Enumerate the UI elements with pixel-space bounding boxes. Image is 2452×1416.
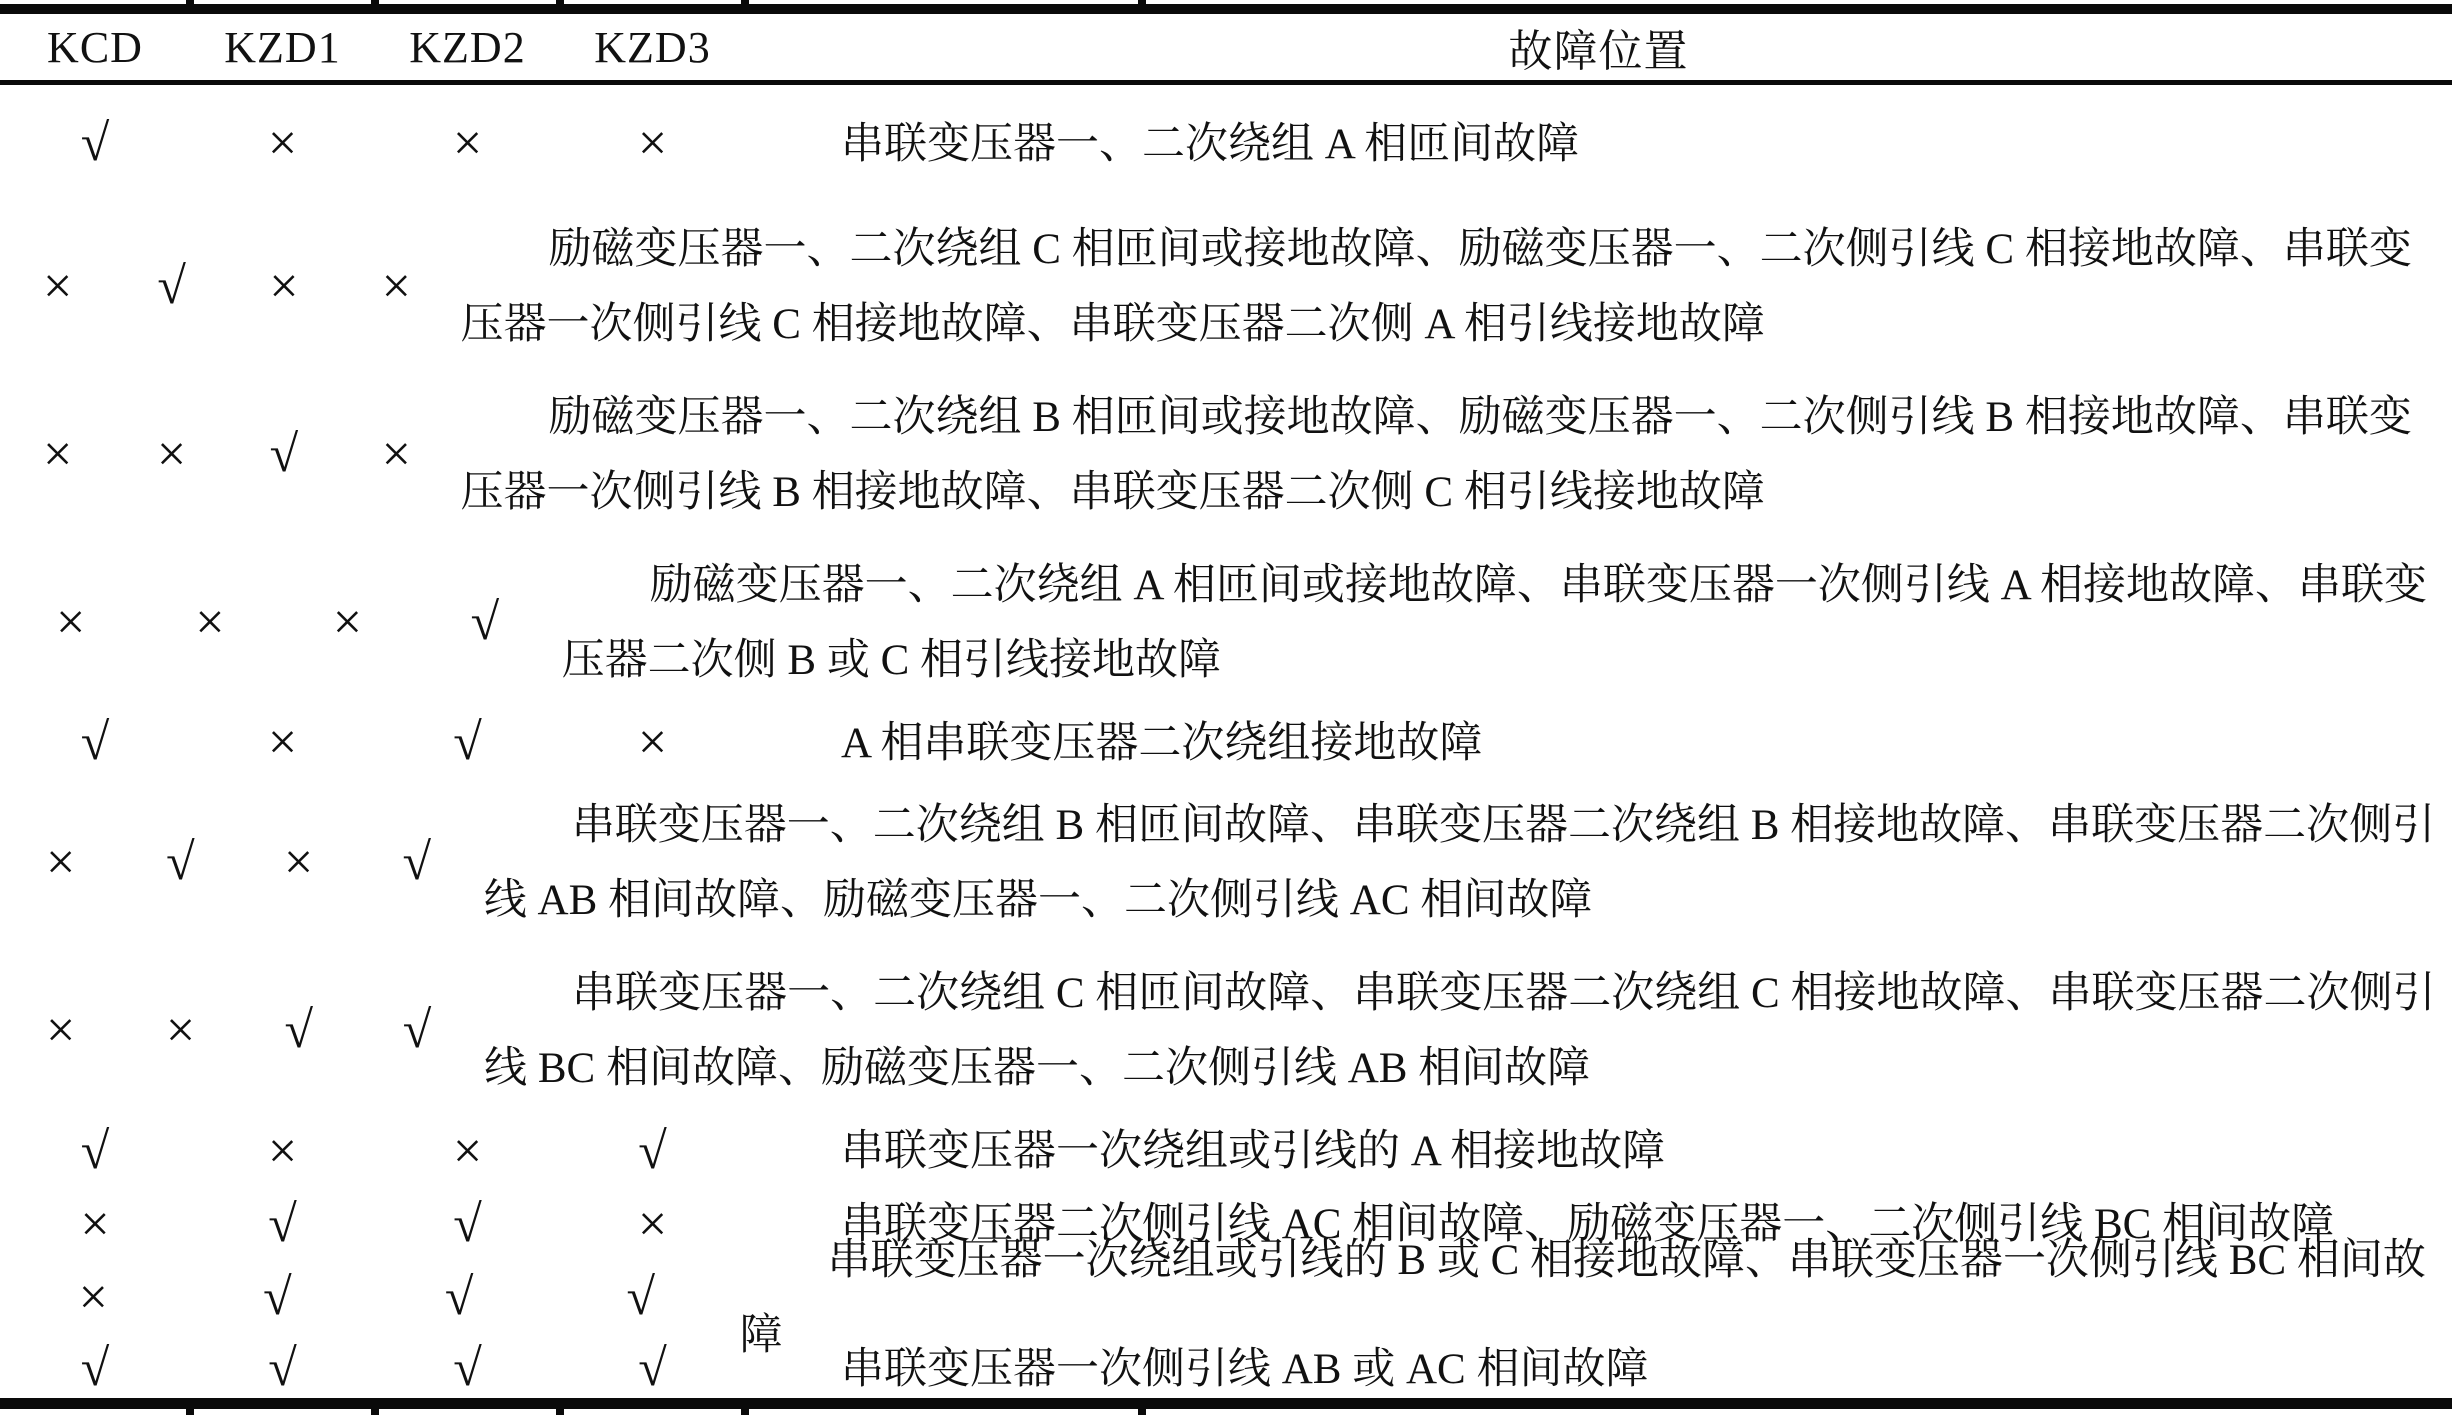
kzd2-mark: √ (453, 1340, 482, 1397)
kzd2-mark: × (283, 834, 314, 891)
column-tick (186, 1409, 194, 1415)
table-row (0, 947, 2452, 1115)
fault-indication-table (0, 14, 2452, 1404)
col-header-kcd: KCD (47, 22, 143, 72)
kzd3-mark: √ (638, 1122, 667, 1180)
kzd1-mark: √ (157, 258, 186, 315)
kzd2-mark: √ (453, 714, 482, 771)
fault-location-text: A 相串联变压器二次绕组接地故障 (841, 719, 1483, 767)
kzd2-mark: √ (269, 426, 299, 483)
fault-location-cell (452, 371, 2452, 539)
kzd1-mark: × (267, 714, 298, 771)
fault-location-cell (745, 85, 2452, 203)
kzd1-mark: √ (263, 1268, 292, 1326)
kcd-mark: √ (80, 714, 110, 771)
fault-location-cell (452, 203, 2452, 371)
fault-location-cell (745, 1334, 2452, 1404)
kcd-mark: × (43, 426, 73, 483)
fault-location-cell (476, 947, 2452, 1115)
fault-location-text: 串联变压器一、二次绕组 A 相匝间故障 (841, 120, 1580, 168)
kzd2-mark: × (332, 594, 363, 651)
kcd-mark: × (43, 258, 73, 315)
table-top-border (0, 4, 2452, 14)
kcd-mark: × (55, 594, 86, 651)
col-header-kzd1: KZD1 (224, 22, 341, 72)
fault-location-text: 串联变压器一次绕组或引线的 A 相接地故障 (841, 1128, 1666, 1175)
kzd1-mark: √ (166, 834, 195, 891)
kcd-mark: × (80, 1195, 110, 1253)
kzd2-mark: √ (453, 1195, 482, 1253)
kzd1-mark: × (267, 115, 298, 172)
fault-location-text: 串联变压器二次侧引线 AC 相间故障、励磁变压器一、二次侧引线 BC 相间故障 (841, 1201, 2335, 1248)
col-header-fault-location: 故障位置 (1508, 27, 1689, 76)
table-header-row (0, 14, 2452, 80)
fault-location-text: 串联变压器一、二次绕组 B 相匝间故障、串联变压器二次绕组 B 相接地故障、串联变压器二次侧引线 AB 相间故障、励磁变压器一、二次侧引线 AC 相间故障 (483, 802, 2436, 924)
kcd-mark: √ (80, 1340, 110, 1397)
fault-location-cell (554, 539, 2452, 707)
kcd-mark: × (46, 834, 76, 891)
kzd1-mark: √ (268, 1195, 297, 1253)
kcd-mark: × (46, 1002, 76, 1059)
kzd3-mark: × (381, 426, 411, 483)
fault-location-cell (476, 779, 2452, 947)
kzd3-mark: √ (626, 1268, 656, 1326)
table-body (0, 85, 2452, 1404)
column-tick (556, 1409, 564, 1415)
fault-location-cell (732, 1236, 2452, 1359)
column-tick (741, 1409, 749, 1415)
kcd-mark: √ (80, 1122, 110, 1180)
kzd1-mark: √ (268, 1340, 297, 1397)
fault-location-cell (745, 1115, 2452, 1188)
kzd3-mark: × (381, 258, 411, 315)
kzd2-mark: √ (444, 1268, 474, 1326)
table-row (0, 203, 2452, 371)
kzd2-mark: × (452, 1122, 483, 1180)
fault-location-cell (745, 707, 2452, 779)
table-row (0, 1334, 2452, 1404)
kzd1-mark: × (156, 426, 187, 483)
kcd-mark: √ (80, 115, 110, 172)
fault-location-text: 串联变压器一次侧引线 AB 或 AC 相间故障 (841, 1345, 1649, 1393)
kzd1-mark: × (267, 1122, 298, 1180)
table-row (0, 85, 2452, 203)
kzd2-mark: × (269, 258, 299, 315)
kzd2-mark: √ (284, 1002, 314, 1059)
table-row (0, 1236, 2452, 1359)
col-header-kzd2: KZD2 (409, 22, 526, 72)
column-tick (371, 1409, 379, 1415)
kzd2-mark: × (452, 115, 483, 172)
table-row (0, 1115, 2452, 1188)
kzd3-mark: × (637, 115, 668, 172)
kzd3-mark: √ (638, 1340, 667, 1397)
kzd1-mark: × (195, 594, 225, 651)
table-row (0, 779, 2452, 947)
kzd3-mark: √ (402, 1002, 432, 1059)
column-tick (1138, 1409, 1146, 1415)
table-row (0, 707, 2452, 779)
fault-location-text: 励磁变压器一、二次绕组 C 相匝间或接地故障、励磁变压器一、二次侧引线 C 相接地故障、串联变压器一次侧引线 C 相接地故障、串联变压器二次侧 A 相引线接地故障 (460, 226, 2412, 348)
kzd1-mark: × (165, 1002, 196, 1059)
table-row (0, 371, 2452, 539)
fault-location-text: 串联变压器一次绕组或引线的 B 或 C 相接地故障、串联变压器一次侧引线 BC 相间故障 (739, 1236, 2426, 1359)
fault-location-text: 串联变压器一、二次绕组 C 相匝间故障、串联变压器二次绕组 C 相接地故障、串联变压器二次侧引线 BC 相间故障、励磁变压器一、二次侧引线 AB 相间故障 (484, 970, 2436, 1092)
kcd-mark: × (78, 1268, 108, 1326)
kzd3-mark: × (637, 714, 668, 771)
table-bottom-border (0, 1398, 2452, 1409)
fault-location-text: 励磁变压器一、二次绕组 B 相匝间或接地故障、励磁变压器一、二次侧引线 B 相接地故障、串联变压器一次侧引线 B 相接地故障、串联变压器二次侧 C 相引线接地故障 (460, 394, 2412, 516)
table-row (0, 539, 2452, 707)
kzd3-mark: √ (470, 594, 500, 651)
kzd3-mark: √ (402, 834, 431, 891)
kzd3-mark: × (637, 1195, 668, 1253)
fault-location-text: 励磁变压器一、二次绕组 A 相匝间或接地故障、串联变压器一次侧引线 A 相接地故障、串联变压器二次侧 B 或 C 相引线接地故障 (561, 562, 2428, 684)
col-header-kzd3: KZD3 (594, 22, 711, 72)
